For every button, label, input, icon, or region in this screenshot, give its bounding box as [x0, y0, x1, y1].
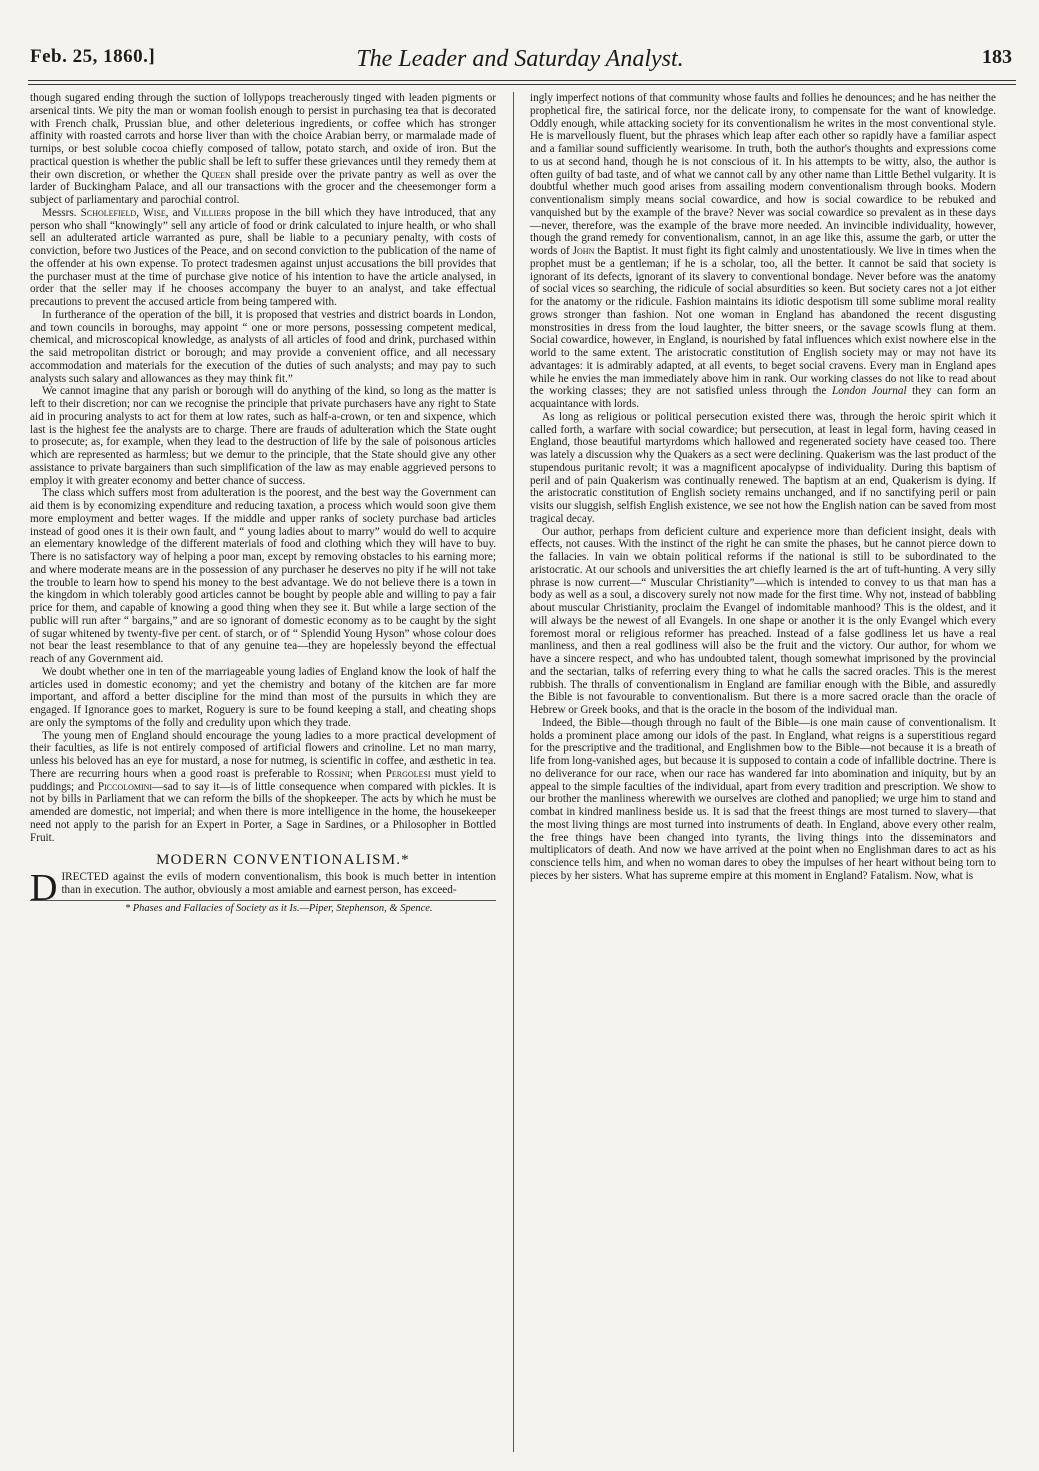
left-column [30, 92, 496, 915]
paragraph: The young men of England should encourage the young ladies to a more practical development of their faculties, as life is not entirely composed of artificial flowers and crinoline. Let no man marry, unless his beloved has an eye for mustard, a nose for nutmeg, is scientific in coffee, and æsthetic in tea. There are recurring hours when a good roast is preferable to Rossini; when Pergolesi must yield to puddings; and Piccolomini—sad to say it—is of little consequence when compared with pickles. It is not by bills in Parliament that we can reform the bills of the shopkeeper. The acts by which he must be amended are domestic, not imperial; and when there is more intelligence in the home, the housekeeper need not apply to the parish for an Expert in Porter, a Sage in Sardines, or a Philosopher in Bottled Fruit. [30, 729, 496, 844]
header-rule-top [28, 80, 1016, 81]
issue-date: Feb. 25, 1860.] [30, 46, 156, 67]
article-title: MODERN CONVENTIONALISM.* [156, 852, 410, 869]
masthead [24, 46, 1016, 78]
paragraph: though sugared ending through the suction of lollypops treacherously tinged with leaden pigments or arsenical tints. We pity the man or woman foolish enough to persist in purchasing tea that is decorated with French chalk, Prussian blue, and other deleterious ingredients, or coffee which has stronger affinity with roasted carrots and horse liver than with the choice Arabian berry, or marmalade made of turnips, or best soluble cocoa chiefly composed of tallow, potato starch, and oxide of iron. But the practical question is whether the public shall be left to suffer these grievances until they remedy them at their own discretion, or whether the Queen shall preside over the private pantry as well as over the larder of Buckingham Palace, and all our transactions with the grocer and the cheesemonger form a subject of parliamentary and parochial control. [30, 92, 497, 206]
page-number: 183 [982, 46, 1012, 68]
paragraph: We cannot imagine that any parish or borough will do anything of the kind, so long as the matter is left to their discretion; nor can we recognise the principle that private purchasers have any right to State aid in procuring analysts to act for them at low rates, such as half-a-crown, or ten and sixpence, which last is the highest fee the analysts are to charge. There are frauds of adulteration which the State ought to prosecute; as, for example, when they lead to the destruction of life by the sale of poisonous articles which are represented as harmless; but we demur to the principle, that the State should give any other assistance to private bargainers than such simplification of the law as may enable aggrieved persons to employ it with greater economy and better chance of success. [30, 385, 496, 487]
article-first-paragraph: DIRECTED against the evils of modern conventionalism, this book is much better in intention than in execution. The author, obviously a most amiable and earnest person, has exceed- [30, 867, 496, 909]
paragraph: Messrs. Scholefield, Wise, and Villiers propose in the bill which they have introduced, that any person who shall “knowingly” sell any article of food or drink calculated to injure health, or who shall sell an adulterated article warranted as pure, shall be liable to a pecuniary penalty, with costs of conviction, before two Justices of the Peace, and on second conviction to the publication of the name of the offender at his own expense. To protect tradesmen against unjust accusations the bill provides that the purchaser must at the time of purchase give notice of his intention to have the article analysed, in order that the seller may if he chooses accompany the buyer to an analyst, and take effectual precautions to prevent the accused article from being tampered with. [30, 206, 497, 308]
paragraph: Indeed, the Bible—though through no fault of the Bible—is one main cause of conventionalism. It holds a prominent place among our idols of the past. In England, what reigns is a superstitious regard for the prescriptive and the traditional, and Englishmen bow to the Bible—not because it is a breath of life from long-vanished ages, but because it is supposed to contain a code of infallible doctrine. There is no deliverance for our race, when our race has wandered far into abomination and iniquity, but by an appeal to the simple faculties of the individual, apart from every tradition and prescription. We show to our brother the manliness wherewith we ourselves are clothed and panoplied; we urge him to stand and combat in kindred manliness beside us. It is sad that the freest things are most turned to slavery—that the most living things are most turned into instruments of death. In England, above every other realm, the free things have been changed into tyrants, the living things into the disseminators and multiplicators of death. And now we have arrived at the point when no Englishman dares to act as his conscience tells him, and when no woman dares to obey the impulses of her heart without being torn to pieces by her sisters. What has supreme empire at this moment in England? Fatalism. Now, what is [530, 716, 996, 882]
right-column [530, 92, 996, 883]
footnote: * Phases and Fallacies of Society as it Is.—Piper, Stephenson, & Spence. [124, 902, 433, 914]
paragraph: The class which suffers most from adulteration is the poorest, and the best way the Government can aid them is by economizing expenditure and reducing taxation, a process which would soon give them more employment and better wages. If the middle and upper ranks of society purchase bad articles instead of good ones it is their own fault, and “ young ladies about to marry” would do well to acquire an elementary knowledge of the different materials of food and clothing which they will have to buy. There is no satisfactory way of helping a poor man, except by removing obstacles to his earning more; and where moderate means are in the possession of any purchaser he deserves no pity if he will not take the trouble to learn how to spend his money to the best advantage. We do not believe there is a town in the kingdom in which tolerably good articles cannot be bought by people able and willing to pay a fair price for them, and capable of knowing a good thing when they see it. But while a large section of the public will run after “ bargains,” and are so ignorant of domestic economy as to be caught by the sight of sugar whitened by twenty-five per cent. of starch, or of “ Splendid Young Hyson” whose colour does not bear the least resemblance to that of any genuine tea—they are hopelessly beyond the effectual reach of any Government aid. [30, 487, 496, 665]
footnote-rule [30, 900, 496, 901]
paragraph: ingly imperfect notions of that community whose faults and follies he denounces; and he has neither the prophetical fire, the satirical force, nor the delicate irony, to compensate for the want of knowledge. Oddly enough, while attacking society for its conventionalism he writes in the most conventional style. He is marvellously fluent, but the phrases which leap after each other so rapidly have a familiar aspect and a familiar sound sufficiently wearisome. In truth, both the author's thoughts and expressions come to us at second hand, though he is not conscious of it. In his attempts to be witty, also, the author is often guilty of bad taste, and of what we cannot call by any other name than Little Bethel vulgarity. It is doubtful whether much good arises from assailing modern conventionalism through books. Modern conventionalism simply means social cowardice, and how is social cowardice to be rebuked and vanquished but by the example of the brave? Never was social cowardice so prevalent as in these days—never, therefore, was the example of the brave more needed. An invincible individuality, however, though the grand remedy for conventionalism, cannot, in an age like this, assume the garb, or utter the words of John the Baptist. It must fight its fight calmly and unostentatiously. We live in times when the prophet must be a gentleman; if he is a scholar, too, all the better. It cannot be said that society is ignorant of its defects, ignorant of its slavery to conventional bondage. Never before was the anatomy of social vices so searching, the ridicule of social absurdities so keen. But society cares not a jot either for the anatomy or the ridicule. Fashion maintains its idiotic despotism till some sublime moral reality grows stronger than fashion. Not one woman in England has abandoned the recent disgusting monstrosities in dress from the loud laughter, the bitter sneers, or the savage scowls flung at them. Social cowardice, however, in England, is nourished by fatal influences which exist nowhere else in the world to the same extent. The aristocratic constitution of English society may or may not have its advantages: it is admirably adapted, at all events, to beget social cravens. Every man in England apes while he envies the man immediately above him in rank. Our working classes do not like to read about the working classes; they are not satisfied unless through the London Journal they can form an acquaintance with lords. [530, 92, 997, 410]
header-rule-bottom [28, 84, 1016, 85]
paragraph: We doubt whether one in ten of the marriageable young ladies of England know the look of half the articles used in domestic economy; and yet the chemistry and botany of the kitchen are far more important, and afford a better discipline for the mind than most of the pursuits in which they are engaged. If Ignorance goes to market, Roguery is sure to be found keeping a stall, and cheating shops are only the symptoms of the folly and credulity upon which they trade. [30, 665, 496, 729]
paragraph: Our author, perhaps from deficient culture and experience more than deficient insight, deals with effects, not causes. With the instinct of the right he can smite the phases, but he cannot pierce down to the fallacies. In vain we obtain political reforms if the national is still to be subordinated to the aristocratic. At our schools and universities the art chiefly learned is the art of tuft-hunting. A very silly phrase is now current—“ Muscular Christianity”—which is intended to convey to us that man has a body as well as a soul, a discovery surely not now made for the first time. Why not, instead of babbling about muscular Christianity, proclaim the Evangel of indomitable manhood? This is the oldest, and it will always be the newest of all Evangels. In one shape or another it is the only Evangel which every foremost moral or religious reformer has preached. Instead of a false godliness let us have a real manliness, and then a real godliness will also be the fruit and the victory. Our author, for whom we have a sincere respect, and who has undoubted talent, though somewhat imprisoned by the provincial and the sectarian, talks of referring every thing to what he calls the sacred oracles. This is the merest rubbish. The thralls of conventionalism in England are familiar enough with the Bible, and assuredly the Bible is not favourable to conventionalism. But there is a more sacred oracle than the oracle of Hebrew or Greek books, and that is the oracle in the bosom of the individual man. [530, 525, 996, 716]
paragraph: In furtherance of the operation of the bill, it is proposed that vestries and district boards in London, and town councils in boroughs, may appoint “ one or more persons, possessing competent medical, chemical, and microscopical knowledge, as analysts of all articles of food and drink, purchased within the said metropolitan district or borough; and may provide a convenient office, and all necessary accommodation and materials for the execution of the duties of such analysts; and may pay to such analysts such salary and allowances as they may think fit.” [30, 308, 496, 385]
column-divider [513, 92, 514, 1452]
drop-cap: D [30, 867, 58, 909]
publication-title: The Leader and Saturday Analyst. [356, 46, 684, 72]
paragraph: As long as religious or political persecution existed there was, through the heroic spirit which it called forth, a warfare with social cowardice; but persecution, at least in legal form, having ceased in England, those beautiful martyrdoms which hallowed and regenerated society have ceased too. There was lately a discussion why the Quakers as a sect were declining. Quakerism was the last product of the stupendous puritanic revolt; it was a magnificent apocalypse of individuality. During this baptism of peril and of pain Quakerism was continually renewed. The baptism at an end, Quakerism is dying. If the aristocratic constitution of English society remains unchanged, and if no sanctifying peril or pain visits our sluggish, selfish English existence, we see not how the English nation can be saved from most tragical decay. [530, 410, 996, 525]
